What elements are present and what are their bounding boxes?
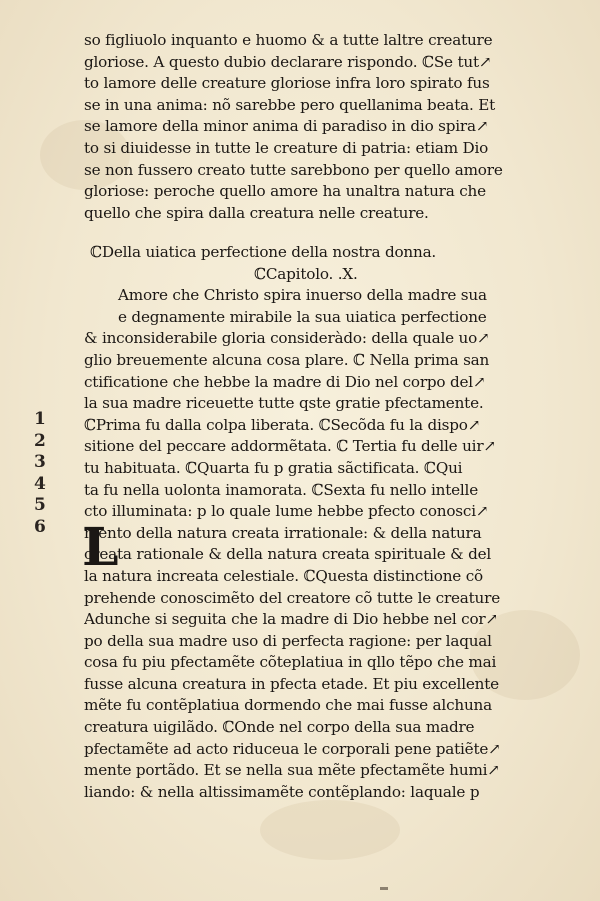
paragraph-1 bbox=[84, 30, 544, 224]
margin-numeral: 6 bbox=[34, 516, 46, 537]
text-line: so figliuolo inquanto e huomo & a tutte laltre creature bbox=[84, 31, 493, 49]
chapter-heading: ℂDella uiatica perfectione della nostra donna. bbox=[90, 243, 437, 261]
text-line: sitione del peccare addormẽtata. ℂ Tertia fu delle uir↗ bbox=[84, 437, 496, 456]
text-line: ta fu nella uolonta inamorata. ℂSexta fu nello intelle bbox=[84, 480, 478, 499]
text-line: se non fussero creato tutte sarebbono per quello amore bbox=[84, 160, 503, 179]
text-line: pfectamẽte ad acto riduceua le corporali pene patiẽte↗ bbox=[84, 739, 501, 758]
paragraph-2 bbox=[84, 242, 544, 803]
text-line: e degnamente mirabile la sua uiatica perfectione bbox=[118, 307, 487, 326]
text-line: creatura uigilãdo. ℂOnde nel corpo della sua madre bbox=[84, 718, 475, 737]
text-line: fusse alcuna creatura in pfecta etade. Et piu excellente bbox=[84, 674, 499, 693]
text-line: cosa fu piu pfectamẽte cõteplatiua in qllo tẽpo che mai bbox=[84, 653, 497, 672]
text-line: la natura increata celestiale. ℂQuesta distinctione cõ bbox=[84, 566, 483, 585]
text-line: se lamore della minor anima di paradiso in dio spira↗ bbox=[84, 117, 489, 136]
signature-mark bbox=[380, 887, 388, 890]
text-line: quello che spira dalla creatura nelle creature. bbox=[84, 203, 429, 222]
text-line: glio breuemente alcuna cosa plare. ℂ Nella prima san bbox=[84, 350, 490, 369]
text-line: tu habituata. ℂQuarta fu p gratia sãctificata. ℂQui bbox=[84, 458, 463, 477]
text-line: mente portãdo. Et se nella sua mẽte pfectamẽte humi↗ bbox=[84, 761, 500, 780]
drop-cap-initial: L bbox=[82, 517, 119, 578]
text-line: gloriose: peroche quello amore ha unaltra natura che bbox=[84, 182, 486, 201]
text-line: cto illuminata: p lo quale lume hebbe pfecto conosci↗ bbox=[84, 502, 489, 521]
text-line: gloriose. A questo dubio declarare rispondo. ℂSe tut↗ bbox=[84, 52, 492, 71]
text-line: liando: & nella altissimamẽte contẽplando: laquale p bbox=[84, 782, 480, 801]
text-line: se in una anima: nõ sarebbe pero quellanima beata. Et bbox=[84, 95, 496, 114]
text-line: ctificatione che hebbe la madre di Dio nel corpo del↗ bbox=[84, 372, 486, 391]
margin-numeral: 2 bbox=[34, 430, 46, 451]
chapter-number: ℂCapitolo. .X. bbox=[254, 264, 358, 283]
text-line: to si diuidesse in tutte le creature di patria: etiam Dio bbox=[84, 138, 489, 157]
margin-numeral: 4 bbox=[34, 473, 46, 494]
text-line: to lamore delle creature gloriose infra loro spirato fus bbox=[84, 74, 490, 93]
text-line: Amore che Christo spira inuerso della madre sua bbox=[118, 286, 487, 305]
text-line: mento della natura creata irrationale: & della natura bbox=[84, 523, 482, 542]
text-line: creata rationale & della natura creata spirituale & del bbox=[84, 545, 492, 564]
margin-numeral: 3 bbox=[34, 452, 46, 473]
margin-numerals bbox=[34, 409, 46, 539]
text-line: & inconsiderabile gloria consideràdo: della quale uo↗ bbox=[84, 329, 490, 348]
margin-numeral: 5 bbox=[34, 495, 46, 516]
text-line: ℂPrima fu dalla colpa liberata. ℂSecõda fu la dispo↗ bbox=[84, 415, 481, 434]
text-line: Adunche si seguita che la madre di Dio hebbe nel cor↗ bbox=[84, 610, 498, 629]
margin-numeral: 1 bbox=[34, 409, 46, 429]
paper-stain bbox=[260, 800, 400, 860]
text-line: po della sua madre uso di perfecta ragione: per laqual bbox=[84, 631, 492, 650]
paragraph-2-lines bbox=[84, 285, 544, 803]
text-line: prehende conoscimẽto del creatore cõ tutte le creature bbox=[84, 588, 500, 607]
text-line: mẽte fu contẽplatiua dormendo che mai fusse alchuna bbox=[84, 696, 492, 715]
text-line: la sua madre riceuette tutte qste gratie pfectamente. bbox=[84, 394, 484, 413]
